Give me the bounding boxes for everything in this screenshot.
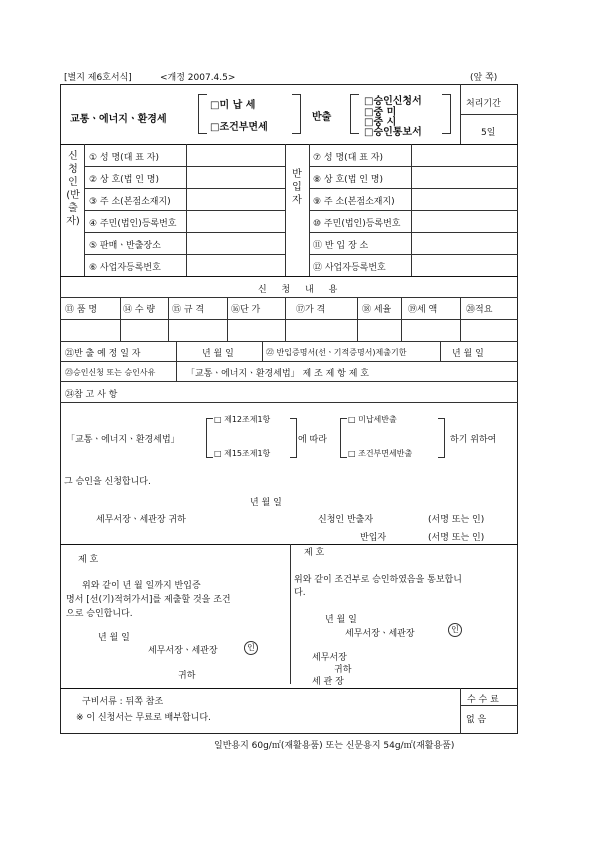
receiver-company-label: ⑧ 상 호(법 인 명)	[313, 175, 384, 185]
right-approval-text-1: 위와 같이 조건부로 승인하였음을 통보합니	[294, 575, 462, 585]
right-to-tax-office: 세무서장	[312, 653, 347, 663]
article-15-option[interactable]: □ 제15조제1항	[214, 449, 271, 458]
fee-label: 수 수 료	[467, 695, 499, 705]
option-conditional[interactable]: □조건부면세	[210, 122, 268, 133]
application-date[interactable]: 년 월 일	[250, 498, 282, 508]
option-report-b[interactable]: □중 시	[364, 117, 397, 128]
applicant-side-label: 신청인(반출자)	[66, 151, 80, 227]
form-number: [별지 제6호서식]	[64, 73, 132, 83]
receiver-side-label: 반입자	[292, 169, 302, 206]
col-price: ⑰가 격	[296, 305, 326, 315]
option-approval-notice[interactable]: □승인통보서	[364, 127, 422, 138]
free-distribution-note: ※ 이 신청서는 무료로 배부합니다.	[76, 713, 211, 723]
applicant-regno-label: ④ 주민(법인)등록번호	[89, 219, 177, 229]
paper-spec: 일반용지 60g/㎡(재활용품) 또는 신문용지 54g/㎡(재활용품)	[214, 741, 455, 751]
receiver-place-label: ⑪ 반 입 장 소	[313, 241, 369, 251]
right-to-customs: 세 관 장	[312, 677, 344, 687]
option-unpaid[interactable]: □미 납 세	[210, 100, 256, 111]
revision-note: <개정 2007.4.5>	[160, 73, 236, 83]
processing-period-label: 처리기간	[466, 99, 501, 109]
col-spec: ⑮ 규 격	[172, 305, 205, 315]
col-tax-amount: ⑲세 액	[408, 305, 438, 315]
receiver-regno-label: ⑩ 주민(법인)등록번호	[313, 219, 401, 229]
exporter-signature[interactable]: (서명 또는 인)	[428, 515, 485, 525]
law-reference: 「교통ㆍ에너지ㆍ환경세법」	[66, 435, 180, 445]
right-to-honorific: 귀하	[334, 665, 352, 675]
left-approval-no: 제 호	[78, 555, 99, 565]
left-approval-date: 년 월 일	[98, 633, 130, 643]
right-approval-date: 년 월 일	[325, 615, 357, 625]
cert-deadline-value[interactable]: 년 월 일	[452, 349, 484, 359]
receiver-label: 반입자	[360, 533, 387, 543]
col-quantity: ⑭ 수 량	[123, 305, 156, 315]
left-approval-text-3: 으로 승인합니다.	[66, 609, 133, 619]
export-date-label: ㉑반 출 예 정 일 자	[65, 349, 141, 359]
col-remarks: ⑳적요	[466, 305, 493, 315]
col-item: ⑬ 품 명	[65, 305, 98, 315]
content-heading: 신 청 내 용	[258, 285, 344, 295]
processing-period-value: 5일	[481, 128, 496, 138]
right-seal: 인	[448, 623, 462, 637]
left-approval-to: 귀하	[178, 671, 196, 681]
addressee: 세무서장ㆍ세관장 귀하	[96, 515, 186, 525]
applicant-place-label: ⑤ 판매ㆍ반출장소	[89, 241, 161, 251]
left-approval-signer: 세무서장ㆍ세관장	[148, 646, 218, 656]
receiver-bizno-label: ⑫ 사업자등록번호	[313, 263, 386, 273]
option-approval-request[interactable]: □승인신청서	[364, 96, 422, 107]
applicant-name-label: ① 성 명(대 표 자)	[89, 153, 160, 163]
purpose-text: 하기 위하여	[450, 435, 497, 445]
request-text: 그 승인을 신청합니다.	[64, 477, 151, 487]
unpaid-export-option[interactable]: □ 미납세반출	[348, 415, 397, 424]
applicant-exporter-label: 신청인 반출자	[318, 515, 374, 525]
left-approval-text-2: 명서 [선(기)적허가서]를 제출할 것을 조건	[66, 595, 231, 605]
conditional-exempt-option[interactable]: □ 조건부면세반출	[348, 449, 413, 458]
receiver-signature[interactable]: (서명 또는 인)	[428, 533, 485, 543]
receiver-address-label: ⑨ 주 소(본점소재지)	[313, 197, 395, 207]
option-report-a[interactable]: □중 미	[364, 107, 397, 118]
right-approval-signer: 세무서장ㆍ세관장	[345, 629, 415, 639]
applicant-address-label: ③ 주 소(본점소재지)	[89, 197, 171, 207]
reason-label: ㉓승인신청 또는 승인사유	[65, 368, 156, 377]
reason-value[interactable]: 「교통ㆍ에너지ㆍ환경세법」 제 조 제 항 제 호	[186, 369, 369, 379]
tax-title: 교통ㆍ에너지ㆍ환경세	[70, 114, 167, 125]
accord-text: 에 따라	[298, 435, 327, 445]
notes-label: ㉔참 고 사 항	[65, 390, 118, 400]
left-approval-text-1: 위와 같이 년 월 일까지 반입증	[82, 581, 201, 591]
article-12-option[interactable]: □ 제12조제1항	[214, 415, 271, 424]
col-tax-rate: ⑱ 세율	[362, 305, 392, 315]
applicant-bizno-label: ⑥ 사업자등록번호	[89, 263, 161, 273]
right-approval-text-2: 다.	[294, 588, 306, 598]
applicant-company-label: ② 상 호(법 인 명)	[89, 175, 160, 185]
cert-deadline-label: ㉒ 반입증명서(선ㆍ기적증명서)제출기한	[266, 348, 407, 357]
right-approval-no: 제 호	[304, 548, 325, 558]
required-documents: 구비서류 : 뒤쪽 참조	[82, 697, 164, 707]
page-side: (앞 쪽)	[470, 73, 498, 83]
export-date-value[interactable]: 년 월 일	[202, 349, 234, 359]
export-label: 반출	[312, 112, 332, 123]
fee-value: 없 음	[466, 715, 487, 725]
left-seal: 인	[244, 641, 258, 655]
col-unit-price: ⑯단 가	[231, 305, 261, 315]
receiver-name-label: ⑦ 성 명(대 표 자)	[313, 153, 384, 163]
